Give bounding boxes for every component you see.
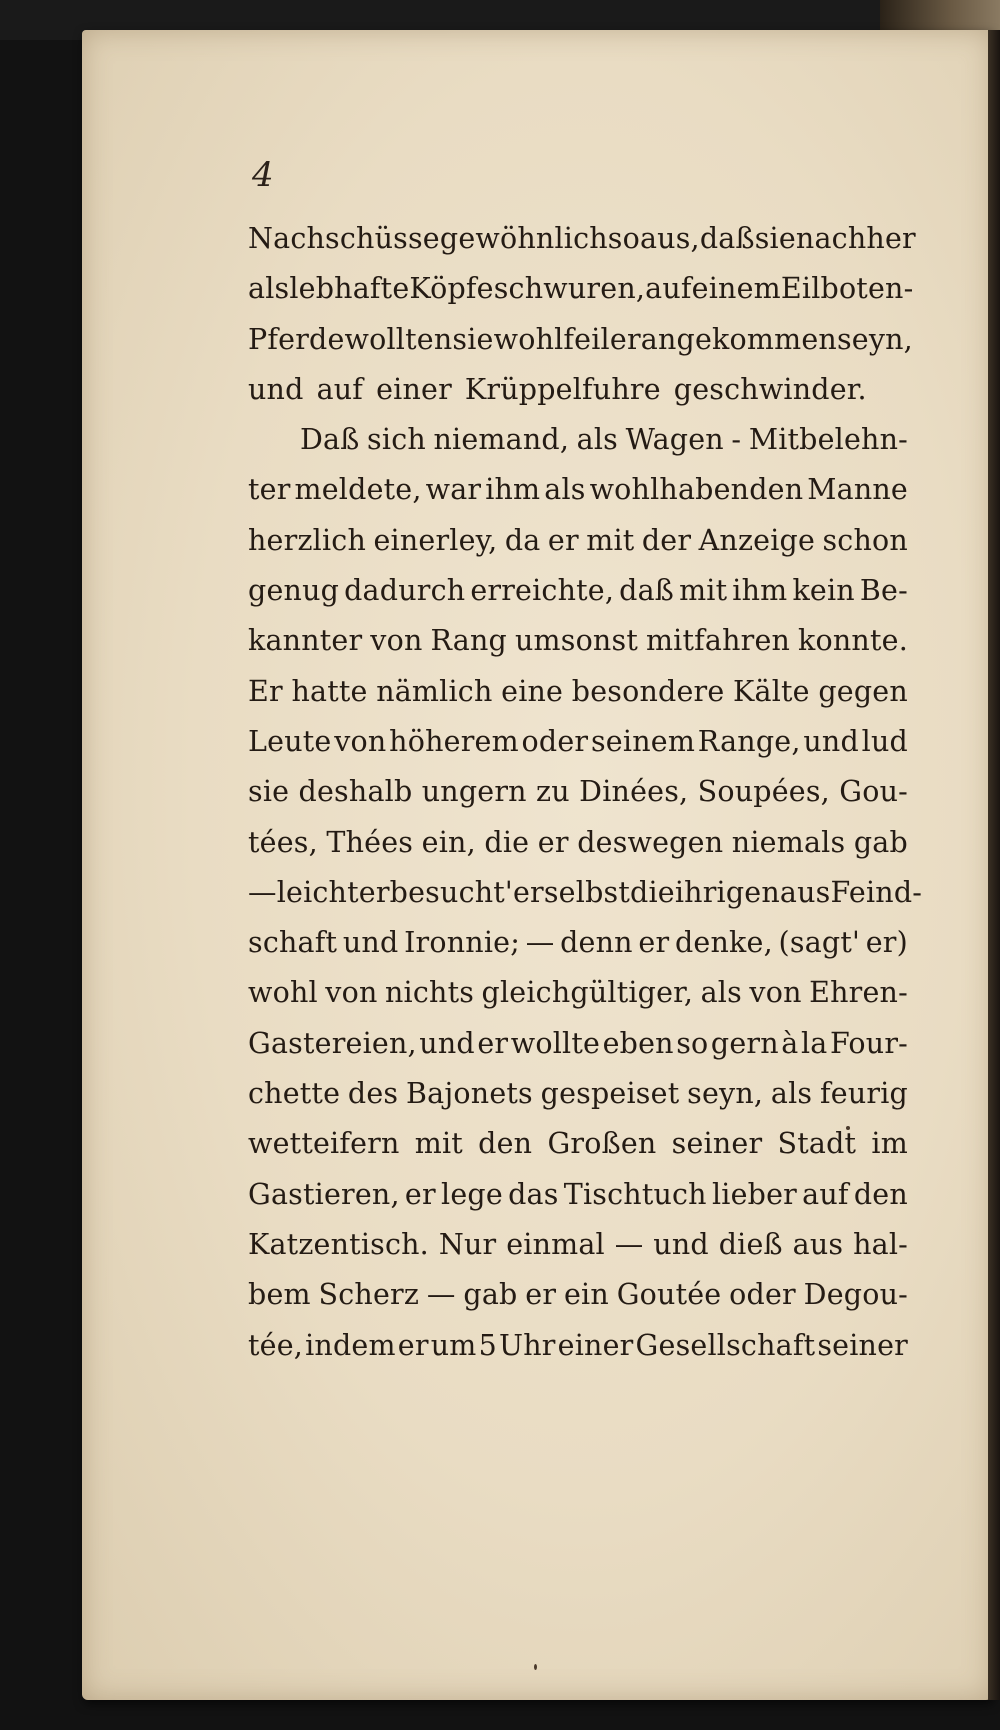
- word: Gastereien,: [248, 1026, 417, 1060]
- word: schon: [822, 523, 908, 557]
- word: höherem: [389, 724, 519, 758]
- page-edge-shadow: [988, 30, 1000, 1700]
- word: erreichte,: [470, 574, 615, 608]
- word: war: [425, 473, 482, 507]
- word: von: [749, 976, 802, 1010]
- word: gespeiset: [540, 1077, 680, 1111]
- word: gern: [710, 1026, 779, 1060]
- word: hal-: [853, 1227, 908, 1261]
- word: nichts: [384, 976, 475, 1010]
- word: 5: [478, 1328, 497, 1362]
- word: von: [325, 976, 378, 1010]
- word: mit: [414, 1127, 463, 1161]
- text-line: [248, 365, 908, 415]
- text-line: [248, 214, 916, 264]
- word: Dinées,: [579, 775, 689, 809]
- word: leichter: [276, 875, 390, 909]
- word: gleichgültiger,: [481, 976, 694, 1010]
- word: er: [397, 1328, 429, 1362]
- word: nämlich: [376, 674, 493, 708]
- word: im: [871, 1127, 908, 1161]
- word: Anzeige: [698, 523, 816, 557]
- word: denn: [560, 926, 633, 960]
- word: mit: [586, 523, 635, 557]
- word: (sagt': [778, 926, 861, 960]
- word: bem: [248, 1278, 311, 1312]
- word: der: [641, 523, 692, 557]
- word: Soupées,: [697, 775, 830, 809]
- word: und: [653, 1227, 709, 1261]
- word: des: [347, 1077, 399, 1111]
- word: Gou-: [839, 775, 908, 809]
- word: lieber: [711, 1177, 797, 1211]
- word: als: [770, 1077, 813, 1111]
- word: schaft: [248, 926, 338, 960]
- word: seyn,: [687, 1077, 764, 1111]
- word: von: [370, 624, 423, 658]
- word: so: [607, 222, 640, 255]
- text-line: [248, 1119, 908, 1169]
- word: sie: [754, 222, 796, 255]
- word: Scherz: [318, 1278, 420, 1312]
- word: feurig: [820, 1077, 908, 1111]
- word: er: [537, 825, 569, 859]
- word: wohlhabenden: [589, 473, 804, 507]
- text-line: [248, 868, 923, 918]
- word: à: [781, 1026, 799, 1060]
- word: von: [334, 724, 387, 758]
- word: nachher: [795, 222, 916, 255]
- word: als: [544, 473, 586, 507]
- word: Pferde: [248, 322, 345, 356]
- word: auf: [802, 1177, 849, 1211]
- word: Nur: [438, 1227, 497, 1261]
- word: oder: [521, 724, 589, 758]
- word: ihrigen: [674, 875, 780, 909]
- page-number: 4: [252, 155, 274, 195]
- word: dieß: [718, 1227, 783, 1261]
- word: Be-: [859, 574, 908, 608]
- word: lebhafte: [289, 272, 410, 306]
- word: konnte.: [798, 624, 908, 658]
- word: seyn,: [836, 322, 913, 356]
- word: gegen: [818, 674, 908, 708]
- word: einerley,: [373, 523, 498, 557]
- word: Manne: [807, 473, 908, 507]
- word: dadurch: [344, 574, 466, 608]
- word: sie: [452, 322, 494, 356]
- text-line: [248, 465, 908, 515]
- word: die: [484, 825, 530, 859]
- word: Degou-: [803, 1278, 908, 1312]
- word: indem: [305, 1328, 396, 1362]
- text-line: [248, 1019, 908, 1069]
- word: gab: [853, 825, 908, 859]
- text-line: [248, 616, 908, 666]
- word: sich: [367, 423, 426, 457]
- word: —: [525, 926, 555, 960]
- word: genug: [248, 574, 340, 608]
- word: er: [638, 926, 670, 960]
- word: einem: [691, 272, 781, 306]
- word: Gesellschaft: [635, 1328, 816, 1362]
- word: herzlich: [248, 523, 367, 557]
- word: ihm: [732, 574, 788, 608]
- word: aus: [792, 1227, 844, 1261]
- word: auf: [316, 372, 364, 406]
- word: er): [865, 926, 908, 960]
- word: lud: [861, 724, 908, 758]
- word: kannter: [248, 624, 363, 658]
- word: Daß: [300, 423, 360, 457]
- word: Thées: [326, 825, 414, 859]
- word: ihm: [485, 473, 541, 507]
- word: Rang: [430, 624, 507, 658]
- word: aus,: [639, 222, 700, 255]
- word: deswegen: [577, 825, 724, 859]
- word: um: [430, 1328, 477, 1362]
- word: den: [853, 1177, 908, 1211]
- word: Er: [248, 674, 283, 708]
- word: seiner: [817, 1328, 908, 1362]
- word: Mitbelehn-: [748, 423, 908, 457]
- word: wollte: [510, 1026, 601, 1060]
- text-line: [248, 1170, 908, 1220]
- word: mitfahren: [645, 624, 791, 658]
- word: la: [800, 1026, 828, 1060]
- word: Tischtuch: [563, 1177, 707, 1211]
- word: als: [248, 272, 290, 306]
- word: sie: [248, 775, 290, 809]
- word: denke,: [674, 926, 773, 960]
- word: hatte: [291, 674, 368, 708]
- word: auf: [645, 272, 692, 306]
- word: eine: [501, 674, 564, 708]
- word: und: [803, 724, 859, 758]
- word: mit: [679, 574, 728, 608]
- text-line: [248, 415, 908, 465]
- word: Katzentisch.: [248, 1227, 429, 1261]
- word: -: [731, 423, 742, 457]
- word: und: [419, 1026, 475, 1060]
- word: er: [547, 523, 579, 557]
- word: den: [478, 1127, 533, 1161]
- word: er: [512, 875, 544, 909]
- word: er: [404, 1177, 436, 1211]
- word: aus: [779, 875, 831, 909]
- word: besondere: [571, 674, 725, 708]
- word: als: [576, 423, 618, 457]
- word: er: [525, 1278, 557, 1312]
- word: umsonst: [514, 624, 638, 658]
- word: einer: [557, 1328, 634, 1362]
- word: besucht': [389, 875, 513, 909]
- body-text: [248, 214, 923, 1371]
- word: Kälte: [733, 674, 810, 708]
- word: selbst: [543, 875, 630, 909]
- word: die: [630, 875, 675, 909]
- word: einmal: [506, 1227, 605, 1261]
- word: Stadt: [777, 1127, 857, 1161]
- word: Feind-: [830, 875, 923, 909]
- text-line: [248, 1270, 908, 1320]
- word: ter: [248, 473, 291, 507]
- word: Ironnie;: [404, 926, 521, 960]
- word: oder: [729, 1278, 796, 1312]
- word: daß: [699, 222, 755, 255]
- word: gab: [463, 1278, 518, 1312]
- word: —: [426, 1278, 456, 1312]
- word: wetteifern: [248, 1127, 400, 1161]
- word: —: [248, 875, 277, 909]
- word: Wagen: [625, 423, 724, 457]
- text-line: [248, 315, 913, 365]
- text-line: [248, 818, 908, 868]
- word: wohlfeiler: [493, 322, 641, 356]
- text-line: [248, 1069, 908, 1119]
- word: angekommen: [640, 322, 837, 356]
- word: seiner: [671, 1127, 763, 1161]
- word: Uhr: [498, 1328, 556, 1362]
- word: kein: [792, 574, 855, 608]
- word: —: [614, 1227, 644, 1261]
- word: chette: [248, 1077, 341, 1111]
- word: und: [248, 372, 304, 406]
- word: Nachschüsse: [248, 222, 440, 255]
- word: Bajonets: [406, 1077, 533, 1111]
- word: da: [504, 523, 541, 557]
- text-line: [248, 767, 908, 817]
- word: daß: [619, 574, 675, 608]
- word: Ehren-: [809, 976, 908, 1010]
- text-line: [248, 717, 908, 767]
- word: gewöhnlich: [439, 222, 608, 255]
- word: seinem: [590, 724, 696, 758]
- word: tée,: [248, 1328, 304, 1362]
- word: Großen: [547, 1127, 657, 1161]
- word: Four-: [830, 1026, 908, 1060]
- word: ungern: [421, 775, 527, 809]
- word: eben: [602, 1026, 674, 1060]
- word: wohl: [248, 976, 318, 1010]
- text-line: [248, 1220, 908, 1270]
- text-line: [248, 667, 908, 717]
- word: und: [342, 926, 399, 960]
- word: niemals: [731, 825, 846, 859]
- word: so: [676, 1026, 709, 1060]
- text-line: [248, 566, 908, 616]
- word: er: [477, 1026, 509, 1060]
- word: tées,: [248, 825, 318, 859]
- word: einer: [376, 372, 452, 406]
- word: Krüppelfuhre: [464, 372, 661, 406]
- word: Range,: [697, 724, 801, 758]
- text-line: [248, 918, 908, 968]
- word: Gastieren,: [248, 1177, 400, 1211]
- word: ein: [563, 1278, 609, 1312]
- word: Goutée: [616, 1278, 722, 1312]
- word: das: [508, 1177, 559, 1211]
- word: als: [700, 976, 742, 1010]
- word: niemand,: [433, 423, 570, 457]
- word: wollten: [344, 322, 453, 356]
- text-line: [248, 968, 908, 1018]
- word: lege: [441, 1177, 503, 1211]
- word: schwuren,: [493, 272, 646, 306]
- word: geschwinder.: [673, 372, 867, 406]
- text-line: [248, 516, 908, 566]
- text-line: [248, 264, 914, 314]
- word: Eilboten-: [780, 272, 914, 306]
- word: Köpfe: [409, 272, 494, 306]
- word: meldete,: [294, 473, 422, 507]
- word: ein,: [421, 825, 476, 859]
- paper-speck: [534, 1664, 537, 1670]
- text-line: [248, 1321, 908, 1371]
- word: zu: [536, 775, 570, 809]
- word: Leute: [248, 724, 332, 758]
- word: deshalb: [298, 775, 413, 809]
